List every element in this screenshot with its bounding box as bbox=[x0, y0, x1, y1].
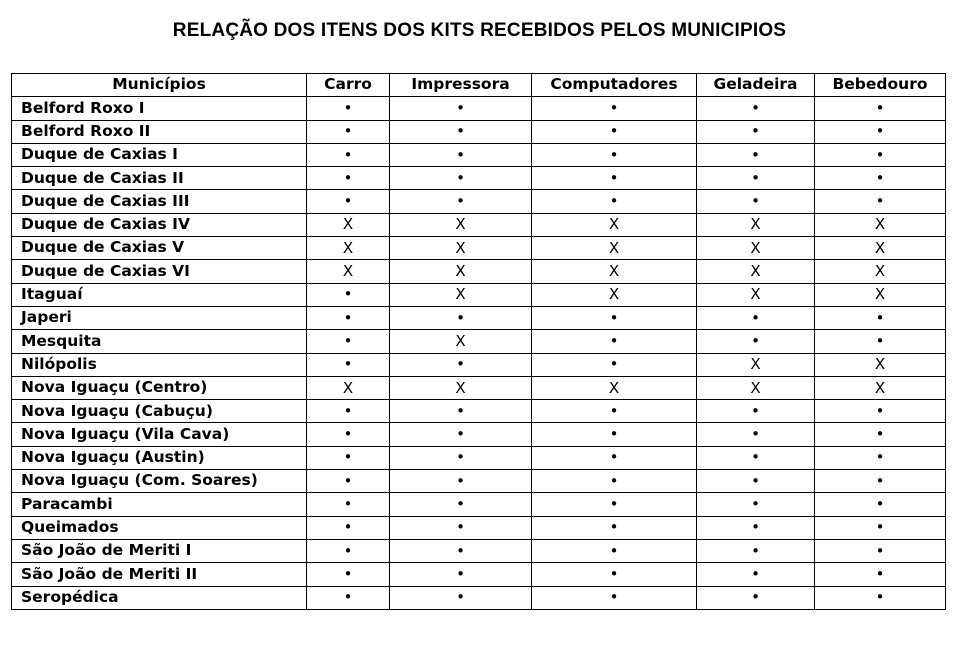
bebedouro-status-cell: • bbox=[815, 143, 946, 166]
municipio-name-cell: Duque de Caxias VI bbox=[12, 260, 307, 283]
table-row bbox=[12, 376, 946, 399]
header-municipios: Municípios bbox=[12, 74, 307, 97]
computadores-status-cell: • bbox=[532, 586, 697, 609]
header-carro: Carro bbox=[307, 74, 390, 97]
bebedouro-status-cell: • bbox=[815, 423, 946, 446]
bebedouro-status-cell: X bbox=[815, 353, 946, 376]
geladeira-status-cell: • bbox=[697, 470, 815, 493]
header-geladeira: Geladeira bbox=[697, 74, 815, 97]
municipio-name-cell: Duque de Caxias V bbox=[12, 237, 307, 260]
geladeira-status-cell: • bbox=[697, 493, 815, 516]
bebedouro-status-cell: X bbox=[815, 237, 946, 260]
carro-status-cell: • bbox=[307, 120, 390, 143]
impressora-status-cell: • bbox=[390, 190, 532, 213]
geladeira-status-cell: • bbox=[697, 586, 815, 609]
carro-status-cell: • bbox=[307, 516, 390, 539]
impressora-status-cell: • bbox=[390, 563, 532, 586]
impressora-status-cell: • bbox=[390, 539, 532, 562]
carro-status-cell: • bbox=[307, 190, 390, 213]
municipio-name-cell: Nova Iguaçu (Cabuçu) bbox=[12, 400, 307, 423]
impressora-status-cell: • bbox=[390, 143, 532, 166]
impressora-status-cell: • bbox=[390, 470, 532, 493]
computadores-status-cell: • bbox=[532, 120, 697, 143]
impressora-status-cell: X bbox=[390, 260, 532, 283]
bebedouro-status-cell: • bbox=[815, 190, 946, 213]
table-row bbox=[12, 493, 946, 516]
municipio-name-cell: Duque de Caxias IV bbox=[12, 213, 307, 236]
bebedouro-status-cell: • bbox=[815, 97, 946, 120]
impressora-status-cell: • bbox=[390, 167, 532, 190]
computadores-status-cell: • bbox=[532, 539, 697, 562]
computadores-status-cell: • bbox=[532, 470, 697, 493]
impressora-status-cell: • bbox=[390, 400, 532, 423]
municipio-name-cell: Nova Iguaçu (Com. Soares) bbox=[12, 470, 307, 493]
impressora-status-cell: • bbox=[390, 306, 532, 329]
computadores-status-cell: • bbox=[532, 423, 697, 446]
geladeira-status-cell: • bbox=[697, 143, 815, 166]
municipio-name-cell: São João de Meriti I bbox=[12, 539, 307, 562]
computadores-status-cell: X bbox=[532, 283, 697, 306]
carro-status-cell: X bbox=[307, 260, 390, 283]
geladeira-status-cell: X bbox=[697, 283, 815, 306]
geladeira-status-cell: • bbox=[697, 190, 815, 213]
municipio-name-cell: Mesquita bbox=[12, 330, 307, 353]
geladeira-status-cell: • bbox=[697, 120, 815, 143]
header-impressora: Impressora bbox=[390, 74, 532, 97]
municipio-name-cell: Nova Iguaçu (Vila Cava) bbox=[12, 423, 307, 446]
municipio-name-cell: São João de Meriti II bbox=[12, 563, 307, 586]
carro-status-cell: X bbox=[307, 213, 390, 236]
table-row bbox=[12, 283, 946, 306]
municipio-name-cell: Duque de Caxias I bbox=[12, 143, 307, 166]
bebedouro-status-cell: • bbox=[815, 516, 946, 539]
carro-status-cell: • bbox=[307, 539, 390, 562]
table-row bbox=[12, 190, 946, 213]
bebedouro-status-cell: • bbox=[815, 493, 946, 516]
geladeira-status-cell: • bbox=[697, 97, 815, 120]
carro-status-cell: • bbox=[307, 400, 390, 423]
bebedouro-status-cell: • bbox=[815, 563, 946, 586]
bebedouro-status-cell: X bbox=[815, 213, 946, 236]
bebedouro-status-cell: • bbox=[815, 446, 946, 469]
computadores-status-cell: • bbox=[532, 563, 697, 586]
geladeira-status-cell: • bbox=[697, 423, 815, 446]
geladeira-status-cell: X bbox=[697, 353, 815, 376]
carro-status-cell: • bbox=[307, 330, 390, 353]
bebedouro-status-cell: • bbox=[815, 586, 946, 609]
bebedouro-status-cell: • bbox=[815, 120, 946, 143]
municipio-name-cell: Duque de Caxias III bbox=[12, 190, 307, 213]
table-row bbox=[12, 237, 946, 260]
carro-status-cell: • bbox=[307, 167, 390, 190]
geladeira-status-cell: • bbox=[697, 446, 815, 469]
geladeira-status-cell: X bbox=[697, 237, 815, 260]
carro-status-cell: • bbox=[307, 563, 390, 586]
municipio-name-cell: Itaguaí bbox=[12, 283, 307, 306]
computadores-status-cell: • bbox=[532, 190, 697, 213]
header-computadores: Computadores bbox=[532, 74, 697, 97]
impressora-status-cell: X bbox=[390, 283, 532, 306]
impressora-status-cell: • bbox=[390, 423, 532, 446]
impressora-status-cell: • bbox=[390, 586, 532, 609]
bebedouro-status-cell: • bbox=[815, 539, 946, 562]
kits-table bbox=[11, 73, 946, 610]
table-row bbox=[12, 516, 946, 539]
carro-status-cell: X bbox=[307, 376, 390, 399]
impressora-status-cell: X bbox=[390, 213, 532, 236]
table-row bbox=[12, 446, 946, 469]
impressora-status-cell: • bbox=[390, 120, 532, 143]
geladeira-status-cell: X bbox=[697, 376, 815, 399]
municipio-name-cell: Duque de Caxias II bbox=[12, 167, 307, 190]
bebedouro-status-cell: • bbox=[815, 400, 946, 423]
table-row bbox=[12, 260, 946, 283]
carro-status-cell: • bbox=[307, 493, 390, 516]
municipio-name-cell: Queimados bbox=[12, 516, 307, 539]
geladeira-status-cell: X bbox=[697, 260, 815, 283]
computadores-status-cell: • bbox=[532, 97, 697, 120]
geladeira-status-cell: • bbox=[697, 563, 815, 586]
header-row bbox=[12, 74, 946, 97]
computadores-status-cell: • bbox=[532, 516, 697, 539]
geladeira-status-cell: • bbox=[697, 516, 815, 539]
carro-status-cell: • bbox=[307, 306, 390, 329]
computadores-status-cell: • bbox=[532, 446, 697, 469]
bebedouro-status-cell: • bbox=[815, 167, 946, 190]
carro-status-cell: X bbox=[307, 237, 390, 260]
impressora-status-cell: X bbox=[390, 376, 532, 399]
carro-status-cell: • bbox=[307, 470, 390, 493]
geladeira-status-cell: • bbox=[697, 330, 815, 353]
bebedouro-status-cell: • bbox=[815, 306, 946, 329]
page-title: RELAÇÃO DOS ITENS DOS KITS RECEBIDOS PELOS MUNICIPIOS bbox=[172, 20, 787, 41]
table-row bbox=[12, 353, 946, 376]
impressora-status-cell: • bbox=[390, 97, 532, 120]
municipio-name-cell: Japeri bbox=[12, 306, 307, 329]
table-row bbox=[12, 539, 946, 562]
carro-status-cell: • bbox=[307, 143, 390, 166]
table-row bbox=[12, 330, 946, 353]
carro-status-cell: • bbox=[307, 283, 390, 306]
table-row bbox=[12, 423, 946, 446]
geladeira-status-cell: • bbox=[697, 167, 815, 190]
computadores-status-cell: X bbox=[532, 237, 697, 260]
computadores-status-cell: • bbox=[532, 353, 697, 376]
bebedouro-status-cell: • bbox=[815, 470, 946, 493]
header-bebedouro: Bebedouro bbox=[815, 74, 946, 97]
municipio-name-cell: Seropédica bbox=[12, 586, 307, 609]
table-row bbox=[12, 97, 946, 120]
geladeira-status-cell: • bbox=[697, 539, 815, 562]
municipio-name-cell: Nova Iguaçu (Austin) bbox=[12, 446, 307, 469]
bebedouro-status-cell: • bbox=[815, 330, 946, 353]
bebedouro-status-cell: X bbox=[815, 283, 946, 306]
geladeira-status-cell: • bbox=[697, 400, 815, 423]
carro-status-cell: • bbox=[307, 97, 390, 120]
impressora-status-cell: • bbox=[390, 353, 532, 376]
municipio-name-cell: Nova Iguaçu (Centro) bbox=[12, 376, 307, 399]
table-body bbox=[12, 97, 946, 610]
computadores-status-cell: • bbox=[532, 167, 697, 190]
table-row bbox=[12, 143, 946, 166]
geladeira-status-cell: X bbox=[697, 213, 815, 236]
carro-status-cell: • bbox=[307, 446, 390, 469]
table-row bbox=[12, 586, 946, 609]
municipio-name-cell: Nilópolis bbox=[12, 353, 307, 376]
table-row bbox=[12, 120, 946, 143]
computadores-status-cell: • bbox=[532, 400, 697, 423]
bebedouro-status-cell: X bbox=[815, 376, 946, 399]
carro-status-cell: • bbox=[307, 586, 390, 609]
impressora-status-cell: X bbox=[390, 237, 532, 260]
carro-status-cell: • bbox=[307, 423, 390, 446]
carro-status-cell: • bbox=[307, 353, 390, 376]
geladeira-status-cell: • bbox=[697, 306, 815, 329]
municipio-name-cell: Belford Roxo I bbox=[12, 97, 307, 120]
bebedouro-status-cell: X bbox=[815, 260, 946, 283]
table-row bbox=[12, 167, 946, 190]
computadores-status-cell: X bbox=[532, 260, 697, 283]
municipio-name-cell: Paracambi bbox=[12, 493, 307, 516]
computadores-status-cell: X bbox=[532, 376, 697, 399]
computadores-status-cell: X bbox=[532, 213, 697, 236]
impressora-status-cell: • bbox=[390, 516, 532, 539]
computadores-status-cell: • bbox=[532, 493, 697, 516]
computadores-status-cell: • bbox=[532, 330, 697, 353]
table-row bbox=[12, 470, 946, 493]
table-row bbox=[12, 563, 946, 586]
municipio-name-cell: Belford Roxo II bbox=[12, 120, 307, 143]
computadores-status-cell: • bbox=[532, 143, 697, 166]
impressora-status-cell: X bbox=[390, 330, 532, 353]
impressora-status-cell: • bbox=[390, 446, 532, 469]
table-row bbox=[12, 213, 946, 236]
impressora-status-cell: • bbox=[390, 493, 532, 516]
table-row bbox=[12, 400, 946, 423]
table-row bbox=[12, 306, 946, 329]
computadores-status-cell: • bbox=[532, 306, 697, 329]
